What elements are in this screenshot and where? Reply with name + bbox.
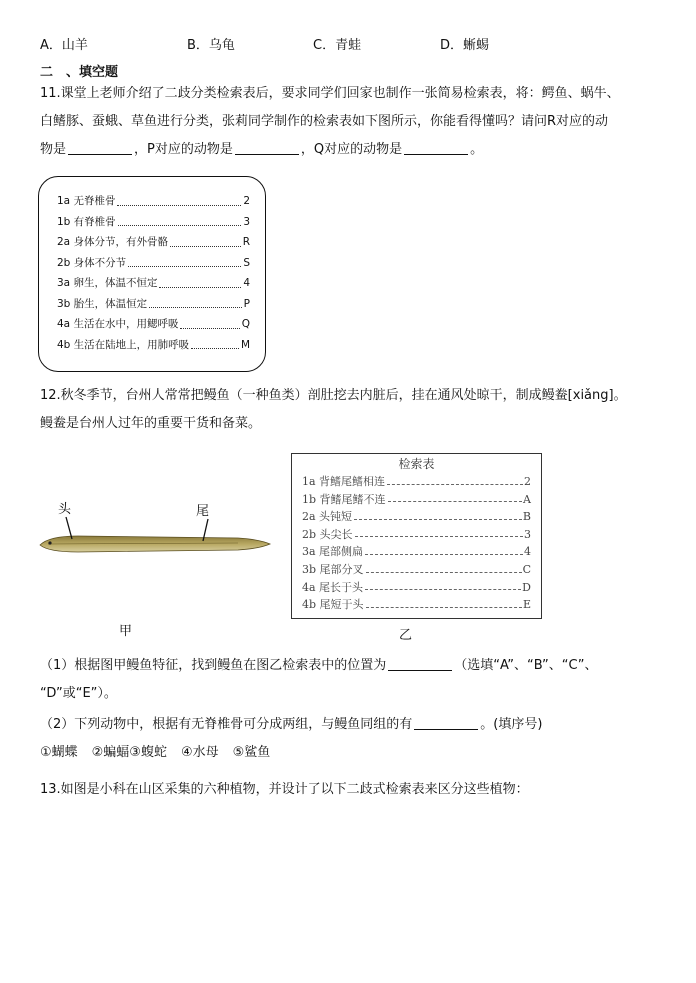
answer-blank-q[interactable] — [404, 140, 468, 155]
key-table-label: 3b 尾部分叉 — [302, 562, 364, 576]
option-d: D．蜥蜴 — [440, 38, 490, 53]
key-label: 4a 生活在水中，用鳃呼吸 — [57, 318, 179, 330]
sub2-text-b: 。(填序号) — [480, 717, 543, 732]
sub2-line — [40, 711, 670, 739]
key-label: 1b 有脊椎骨 — [57, 215, 116, 228]
q11-text-b: ，P对应的动物是 — [134, 142, 233, 157]
animal-options — [40, 739, 670, 767]
key-label: 1a 无脊椎骨 — [57, 195, 116, 207]
key-table-row — [302, 526, 531, 544]
q12-subquestions — [40, 652, 670, 767]
dichotomous-key-box — [38, 176, 266, 372]
dashed-leader — [366, 561, 522, 573]
dotted-leader — [118, 212, 242, 227]
animal-option: ④水母 — [180, 745, 219, 760]
key-table-row — [302, 473, 531, 491]
answer-blank-r[interactable] — [68, 140, 132, 155]
key-row — [57, 232, 250, 253]
key-label: 4b 生活在陆地上，用肺呼吸 — [57, 338, 190, 351]
option-b: B．乌龟 — [187, 38, 235, 53]
question-12 — [40, 382, 670, 438]
dashed-leader — [354, 508, 522, 520]
q11-text-a: 物是 — [40, 142, 67, 157]
dotted-leader — [128, 253, 241, 268]
dotted-leader — [180, 314, 239, 329]
key-label: 2a 身体分节，有外骨骼 — [57, 236, 168, 248]
dotted-leader — [191, 335, 239, 350]
dashed-leader — [365, 543, 523, 555]
dotted-leader — [170, 232, 241, 247]
key-row — [57, 273, 250, 294]
eel-illustration — [38, 495, 278, 575]
key-table-label: 3a 尾部侧扁 — [302, 545, 364, 559]
answer-blank-p[interactable] — [235, 140, 299, 155]
key-result: R — [242, 236, 250, 248]
q11-line3 — [40, 136, 670, 164]
sub1-text-b: （选填“A”、“B”、“C”、 — [454, 658, 598, 673]
key-result: M — [240, 338, 250, 351]
label-tail: 尾 — [196, 504, 210, 519]
key-result: 3 — [243, 215, 250, 228]
key-table-row — [302, 491, 531, 509]
dotted-leader — [117, 191, 241, 206]
dashed-leader — [355, 526, 523, 538]
key-table-row — [302, 543, 531, 561]
key-table-title: 检索表 — [398, 457, 435, 471]
key-table-result: D — [522, 580, 531, 594]
key-row — [57, 314, 250, 335]
key-table-result: 4 — [524, 545, 531, 559]
answer-blank-position[interactable] — [388, 656, 452, 671]
option-c: C．青蛙 — [313, 38, 362, 53]
question-11 — [40, 80, 670, 164]
dashed-leader — [388, 491, 523, 503]
eel-figure — [38, 495, 278, 575]
key-table-row — [302, 579, 531, 597]
key-label: 3b 胎生，体温恒定 — [57, 297, 148, 310]
key-result: Q — [241, 318, 250, 330]
dotted-leader — [159, 273, 241, 288]
sub2-text-a: （2）下列动物中，根据有无脊椎骨可分成两组，与鳗鱼同组的有 — [40, 717, 413, 732]
figure-a-label: 甲 — [119, 624, 133, 639]
q13-line1: 13.如图是小科在山区采集的六种植物，并设计了以下二歧式检索表来区分这些植物： — [40, 782, 529, 797]
key-row — [57, 294, 250, 315]
q12-line2: 鳗鲞是台州人过年的重要干货和备菜。 — [40, 416, 262, 431]
animal-option: ⑤鲨鱼 — [232, 745, 271, 760]
key-table-result: A — [523, 492, 531, 506]
key-label: 3a 卵生，体温不恒定 — [57, 277, 158, 289]
key-table-label: 1a 背鳍尾鳍相连 — [302, 475, 386, 488]
key-table-result: 3 — [524, 527, 531, 541]
key-table-label: 2b 头尖长 — [302, 527, 353, 541]
key-table-label: 1b 背鳍尾鳍不连 — [302, 492, 386, 506]
key-table-label: 4a 尾长于头 — [302, 580, 364, 594]
key-table-row — [302, 508, 531, 526]
key-result: 4 — [243, 277, 250, 289]
q11-text-c: ，Q对应的动物是 — [300, 142, 403, 157]
key-table-result: E — [522, 598, 531, 612]
key-table-label: 4b 尾短于头 — [302, 598, 364, 612]
key-table-row — [302, 561, 531, 579]
q12-line1: 12.秋冬季节，台州人常常把鳗鱼（一种鱼类）剖肚挖去内脏后，挂在通风处晾干，制成鳗鲞[xiǎng]。 — [40, 388, 627, 403]
option-a: A．山羊 — [40, 38, 88, 53]
animal-option: ①蝴蝶 — [40, 745, 78, 760]
q11-line1: 11.课堂上老师介绍了二歧分类检索表后，要求同学们回家也制作一张简易检索表，将：鳄鱼、蜗牛、 — [40, 86, 620, 101]
q11-line2: 白鳍豚、蚕蛾、草鱼进行分类，张莉同学制作的检索表如下图所示，你能看得懂吗？请问R对应的动 — [40, 114, 609, 129]
label-head: 头 — [58, 502, 72, 517]
key-row — [57, 212, 250, 233]
key-result: 2 — [243, 195, 250, 207]
answer-blank-group[interactable] — [414, 715, 478, 730]
sub1-line1 — [40, 652, 670, 680]
q11-text-d: 。 — [470, 142, 484, 157]
key-table-row — [302, 596, 531, 614]
dotted-leader — [149, 294, 241, 309]
sub1-text-a: （1）根据图甲鳗鱼特征，找到鳗鱼在图乙检索表中的位置为 — [40, 658, 387, 673]
dashed-leader — [387, 473, 523, 485]
choice-options — [40, 34, 660, 52]
sub1-line2: “D”或“E”）。 — [40, 686, 117, 701]
question-13 — [40, 776, 670, 804]
key-table-label: 2a 头钝短 — [302, 510, 353, 524]
animal-option: ②蝙蝠③蝮蛇 — [91, 745, 167, 760]
key-label: 2b 身体不分节 — [57, 256, 127, 269]
figure-b-label: 乙 — [399, 628, 413, 643]
section-title: 二 、填空题 — [40, 65, 119, 80]
dashed-leader — [365, 579, 521, 591]
key-table-result: B — [522, 510, 531, 524]
key-row — [57, 335, 250, 356]
key-table-result: 2 — [524, 475, 531, 488]
key-row — [57, 253, 250, 274]
key-row — [57, 191, 250, 212]
key-result: P — [243, 297, 250, 310]
key-table-result: C — [522, 562, 531, 576]
dashed-leader — [366, 596, 522, 608]
key-table — [291, 453, 542, 619]
key-result: S — [243, 256, 250, 269]
